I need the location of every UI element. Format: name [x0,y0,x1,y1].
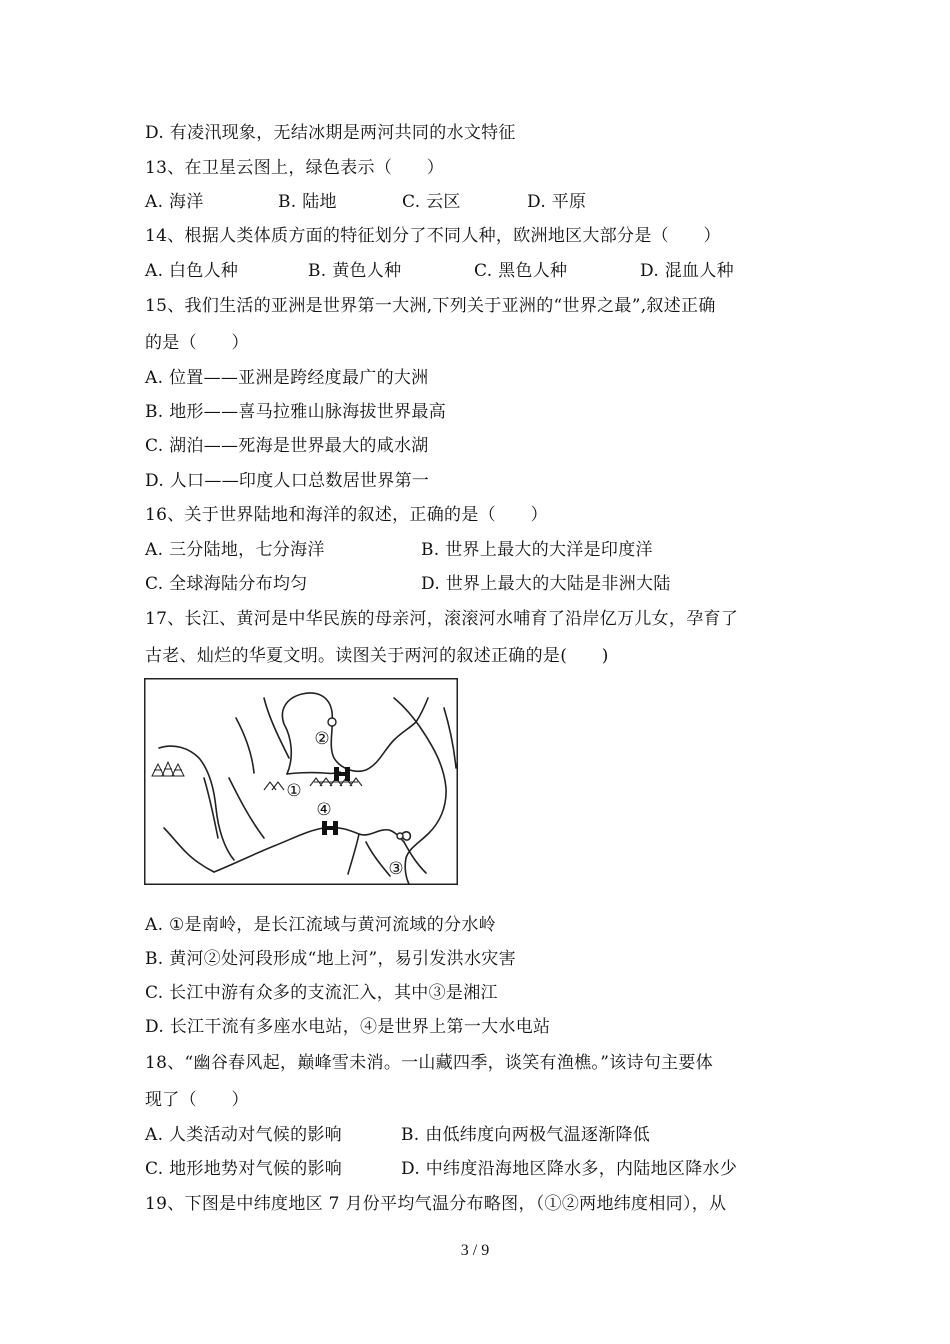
river-map-figure [144,678,458,885]
q17-option-c: C. 长江中游有众多的支流汇入，其中③是湘江 [145,983,498,1003]
q18-option-c: C. 地形地势对气候的影响 [145,1159,343,1179]
map-label-3: ③ [388,859,404,879]
q13-stem: 13、在卫星云图上，绿色表示（ ） [145,158,445,178]
q15-option-b: B. 地形——喜马拉雅山脉海拔世界最高 [145,402,446,422]
q18-stem-line1: 18、“幽谷春风起，巅峰雪未消。一山藏四季，谈笑有渔樵。”该诗句主要体 [145,1053,714,1073]
q18-option-d: D. 中纬度沿海地区降水多，内陆地区降水少 [401,1159,738,1179]
q15-option-a: A. 位置——亚洲是跨经度最广的大洲 [145,368,429,388]
q15-option-d: D. 人口——印度人口总数居世界第一 [145,471,430,491]
page-number: 3 / 9 [460,1242,490,1259]
q16-option-c: C. 全球海陆分布均匀 [145,574,308,594]
q15-stem-line2: 的是（ ） [145,333,249,353]
q14-option-b: B. 黄色人种 [308,261,402,281]
q17-stem-line2: 古老、灿烂的华夏文明。读图关于两河的叙述正确的是( ) [145,646,609,666]
map-label-4: ④ [316,800,332,820]
q14-option-a: A. 白色人种 [145,261,239,281]
q17-option-b: B. 黄河②处河段形成“地上河”，易引发洪水灾害 [145,949,516,969]
q16-stem: 16、关于世界陆地和海洋的叙述，正确的是（ ） [145,505,548,525]
q17-stem-line1: 17、长江、黄河是中华民族的母亲河，滚滚河水哺育了沿岸亿万儿女，孕育了 [145,609,739,629]
q13-option-c: C. 云区 [402,192,461,212]
map-label-1: ① [286,781,302,801]
q13-option-d: D. 平原 [527,192,587,212]
q16-option-a: A. 三分陆地，七分海洋 [145,540,325,560]
q15-option-c: C. 湖泊——死海是世界最大的咸水湖 [145,436,429,456]
q14-option-d: D. 混血人种 [640,261,734,281]
q13-option-b: B. 陆地 [278,192,337,212]
q14-stem: 14、根据人类体质方面的特征划分了不同人种，欧洲地区大部分是（ ） [145,226,721,246]
q13-option-a: A. 海洋 [145,192,204,212]
q17-option-a: A. ①是南岭，是长江流域与黄河流域的分水岭 [145,915,496,935]
q12-option-d: D. 有凌汛现象，无结冰期是两河共同的水文特征 [145,123,516,143]
q17-option-d: D. 长江干流有多座水电站，④是世界上第一大水电站 [145,1017,551,1037]
q16-option-b: B. 世界上最大的大洋是印度洋 [421,540,653,560]
q14-option-c: C. 黑色人种 [474,261,568,281]
q18-option-b: B. 由低纬度向两极气温逐渐降低 [401,1125,651,1145]
q18-option-a: A. 人类活动对气候的影响 [145,1125,342,1145]
q18-stem-line2: 现了（ ） [145,1090,249,1110]
q16-option-d: D. 世界上最大的大陆是非洲大陆 [421,574,671,594]
q19-stem-line1: 19、下图是中纬度地区 7 月份平均气温分布略图，（①②两地纬度相同），从 [145,1194,727,1214]
map-label-2: ② [314,729,330,749]
q15-stem-line1: 15、我们生活的亚洲是世界第一大洲,下列关于亚洲的“世界之最”,叙述正确 [145,296,716,316]
